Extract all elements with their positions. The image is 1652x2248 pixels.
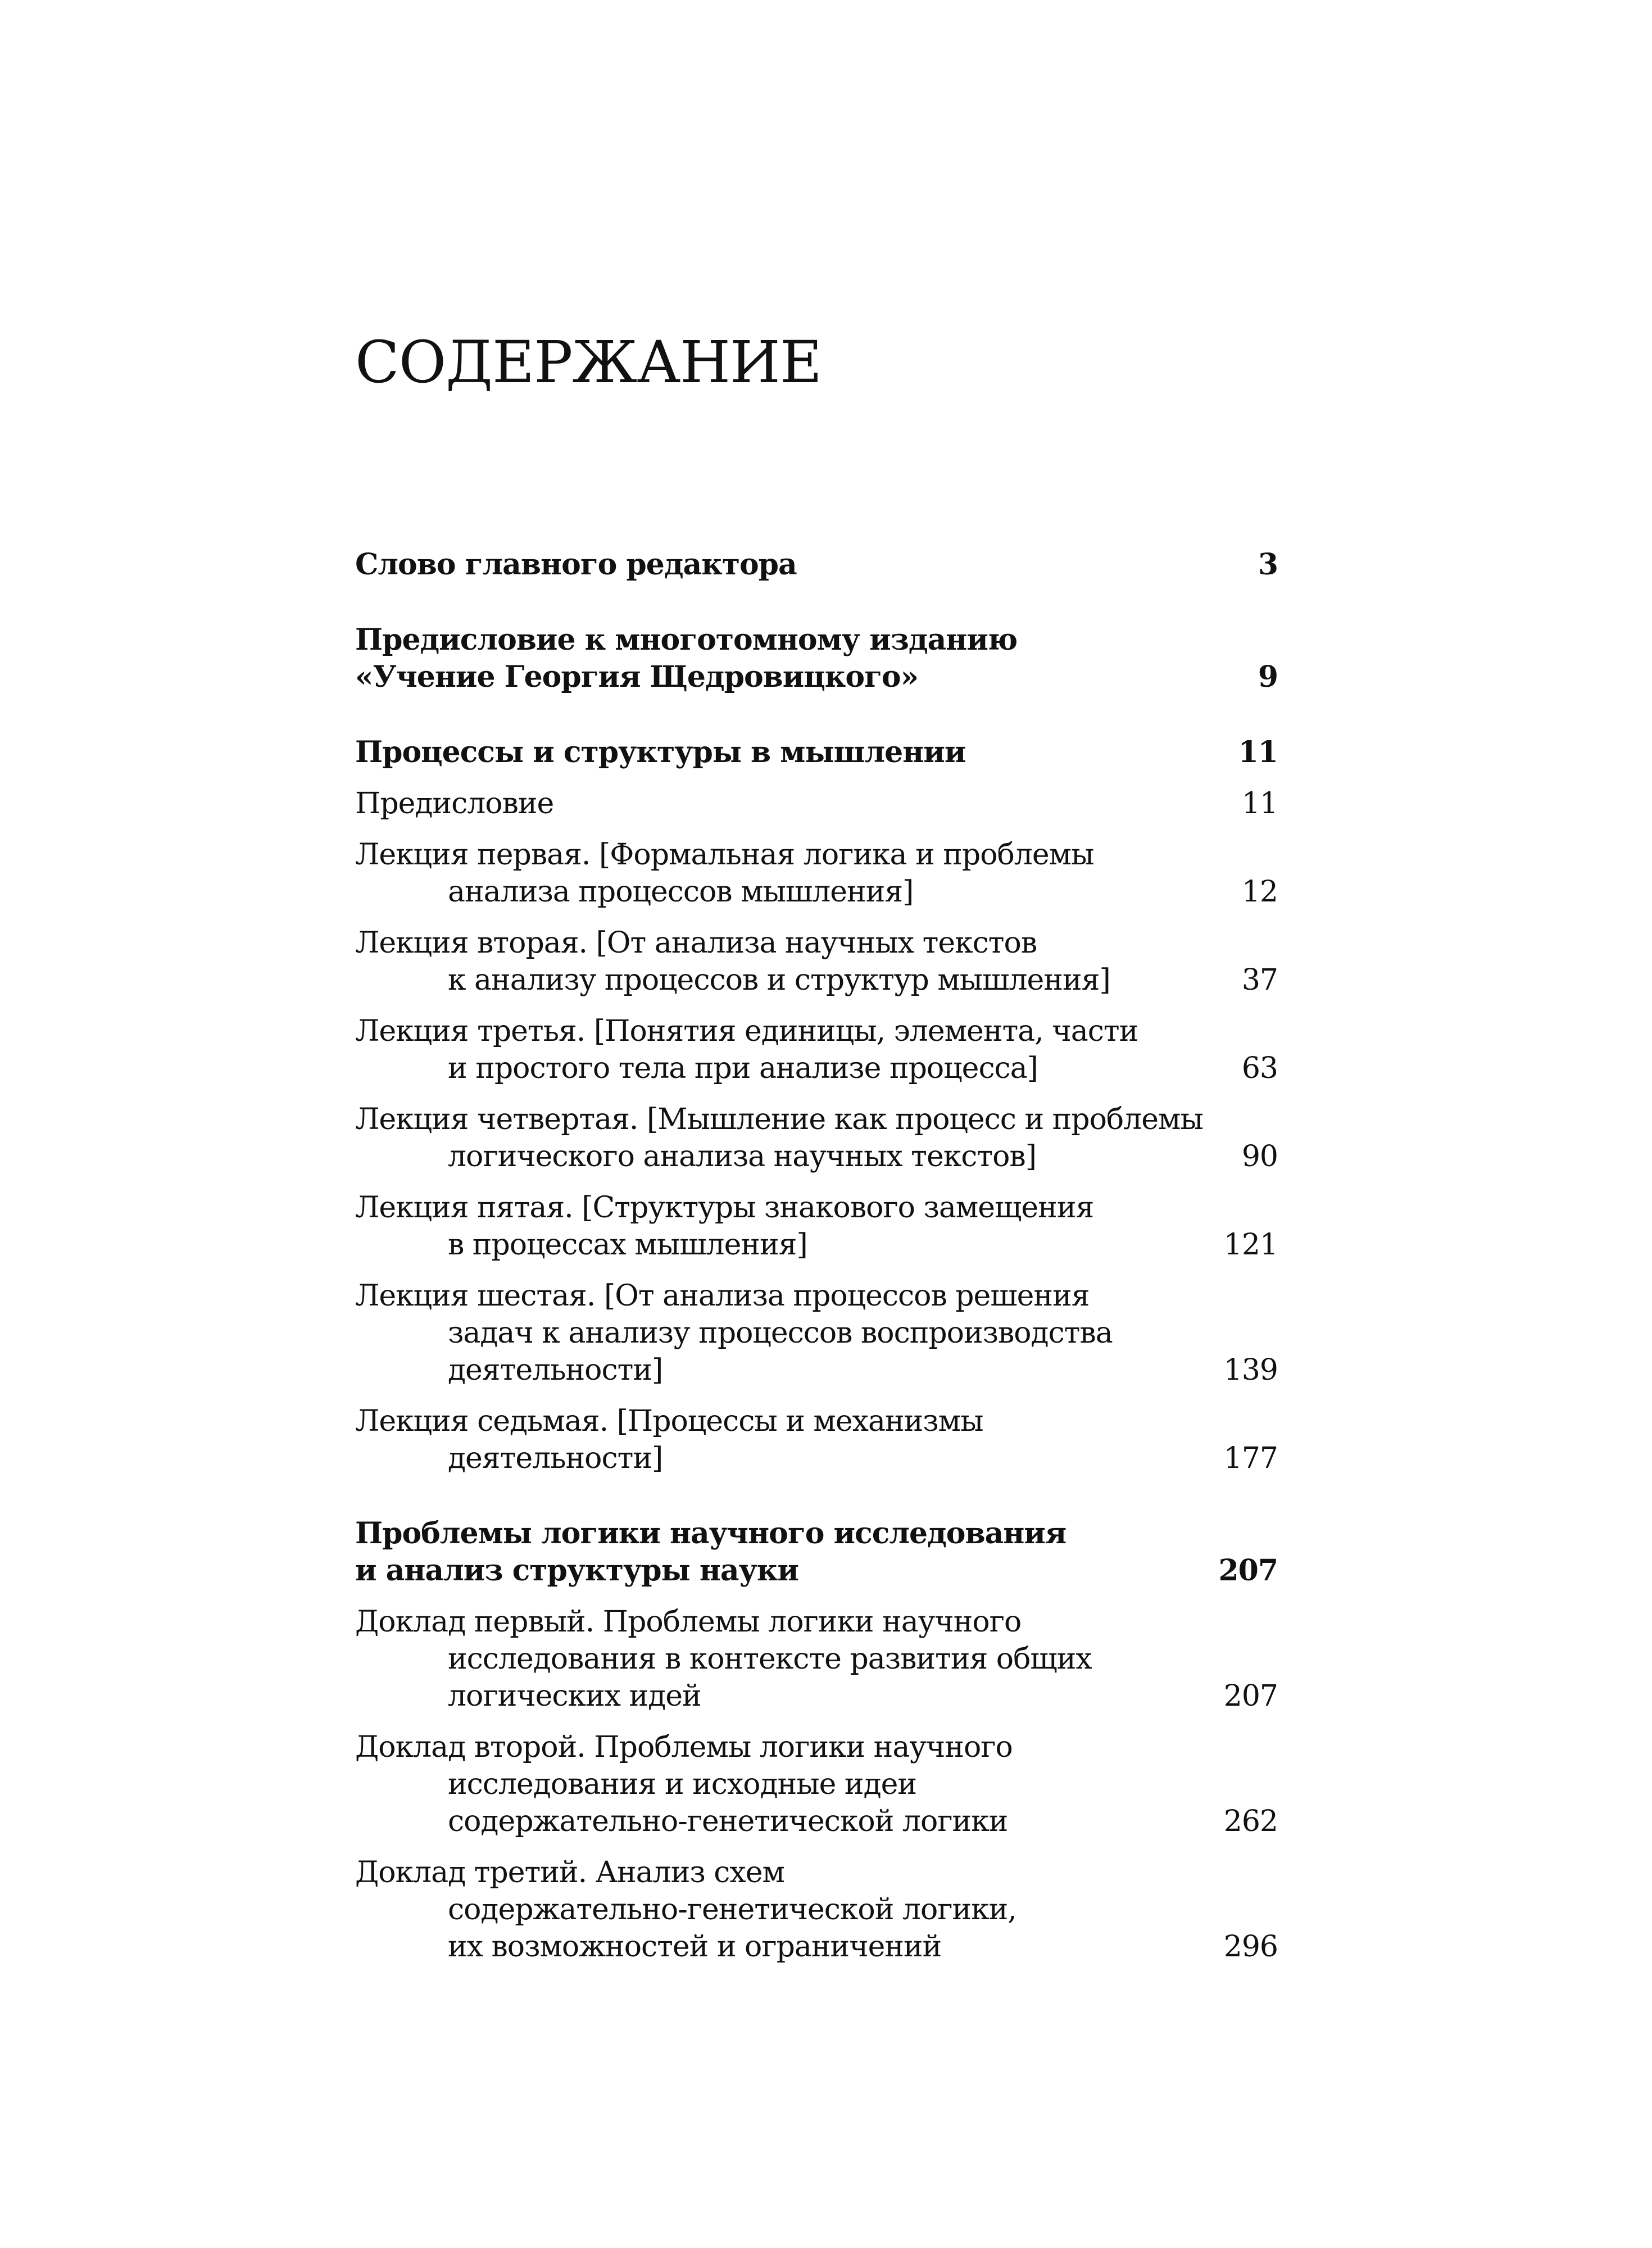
toc-entry-lecture-5[interactable] xyxy=(355,1189,1278,1263)
toc-entry-line: Лекция пятая. [Структуры знакового замещения xyxy=(355,1191,1094,1225)
toc-entry-line: их возможностей и ограничений xyxy=(448,1930,942,1964)
toc-entry-line: Доклад первый. Проблемы логики научного xyxy=(355,1605,1022,1639)
toc-entry-line: Лекция первая. [Формальная логика и проблемы xyxy=(355,838,1094,872)
toc-entry-line: Лекция вторая. [От анализа научных текстов xyxy=(355,926,1037,960)
toc-entry-line: содержательно-генетической логики, xyxy=(448,1893,1016,1927)
toc-entry-line: деятельности] xyxy=(448,1442,663,1475)
toc-entry-line: деятельности] xyxy=(448,1353,663,1387)
toc-entry-line: Лекция седьмая. [Процессы и механизмы xyxy=(355,1404,983,1438)
toc-entry-line: Проблемы логики научного исследования xyxy=(355,1516,1066,1551)
toc-entry-line: содержательно-генетической логики xyxy=(448,1805,1008,1838)
toc-entry-line: Процессы и структуры в мышлении xyxy=(355,735,966,769)
toc-entry-report-3[interactable] xyxy=(355,1854,1278,1965)
toc-page-number: 121 xyxy=(1223,1228,1278,1262)
toc-page-number: 90 xyxy=(1241,1140,1278,1173)
toc-page-number: 11 xyxy=(1238,735,1278,769)
toc-page-number: 296 xyxy=(1223,1930,1278,1964)
toc-page-number: 63 xyxy=(1241,1052,1278,1085)
toc-section-processes-structures[interactable] xyxy=(355,734,1278,771)
toc-entry-line: Лекция шестая. [От анализа процессов решения xyxy=(355,1279,1090,1313)
toc-entry-lecture-4[interactable] xyxy=(355,1101,1278,1175)
toc-entry-line: Слово главного редактора xyxy=(355,547,797,582)
toc-page-number: 207 xyxy=(1223,1679,1278,1713)
toc-entry-foreword[interactable] xyxy=(355,785,1278,822)
toc-entry-lecture-6[interactable] xyxy=(355,1277,1278,1389)
toc-entry-line: к анализу процессов и структур мышления] xyxy=(448,963,1110,997)
toc-entry-line: задач к анализу процессов воспроизводства xyxy=(448,1316,1113,1350)
toc-entry-line: исследования в контексте развития общих xyxy=(448,1642,1092,1676)
toc-page-number: 139 xyxy=(1223,1353,1278,1387)
toc-entry-lecture-3[interactable] xyxy=(355,1013,1278,1087)
toc-entry-report-2[interactable] xyxy=(355,1729,1278,1840)
toc-entry-line: Предисловие xyxy=(355,787,554,821)
toc-entry-line: анализа процессов мышления] xyxy=(448,875,914,909)
toc-page-number: 9 xyxy=(1258,660,1278,694)
toc-page-number: 207 xyxy=(1218,1553,1278,1588)
toc-section-logic-of-research[interactable] xyxy=(355,1515,1278,1589)
toc-entry-line: «Учение Георгия Щедровицкого» xyxy=(355,660,919,694)
toc-entry-line: Лекция третья. [Понятия единицы, элемента, части xyxy=(355,1014,1138,1048)
toc-entry-line: в процессах мышления] xyxy=(448,1228,807,1262)
toc-page-number: 177 xyxy=(1223,1442,1278,1475)
toc-entry-line: Доклад третий. Анализ схем xyxy=(355,1856,784,1889)
toc-section-preface-multivolume[interactable] xyxy=(355,622,1278,696)
toc-page-number: 11 xyxy=(1241,787,1278,821)
toc-entry-line: Доклад второй. Проблемы логики научного xyxy=(355,1730,1013,1764)
toc-entry-line: логических идей xyxy=(448,1679,701,1713)
toc-entry-lecture-2[interactable] xyxy=(355,924,1278,999)
toc-entry-report-1[interactable] xyxy=(355,1603,1278,1715)
toc-entry-lecture-1[interactable] xyxy=(355,836,1278,910)
toc-entry-line: Лекция четвертая. [Мышление как процесс и проблемы xyxy=(355,1103,1203,1136)
toc-entry-line: исследования и исходные идеи xyxy=(448,1767,917,1801)
toc-page-number: 12 xyxy=(1241,875,1278,909)
toc-entry-line: и простого тела при анализе процесса] xyxy=(448,1052,1038,1085)
table-of-contents xyxy=(355,546,1278,1965)
toc-page-number: 262 xyxy=(1223,1805,1278,1838)
toc-page-number: 37 xyxy=(1241,963,1278,997)
toc-page-number: 3 xyxy=(1258,547,1278,582)
toc-section-editor-word[interactable] xyxy=(355,546,1278,583)
page-title: СОДЕРЖАНИЕ xyxy=(355,329,822,396)
toc-entry-lecture-7[interactable] xyxy=(355,1403,1278,1477)
toc-entry-line: логического анализа научных текстов] xyxy=(448,1140,1036,1173)
toc-entry-line: Предисловие к многотомному изданию xyxy=(355,623,1018,657)
toc-entry-line: и анализ структуры науки xyxy=(355,1553,798,1588)
